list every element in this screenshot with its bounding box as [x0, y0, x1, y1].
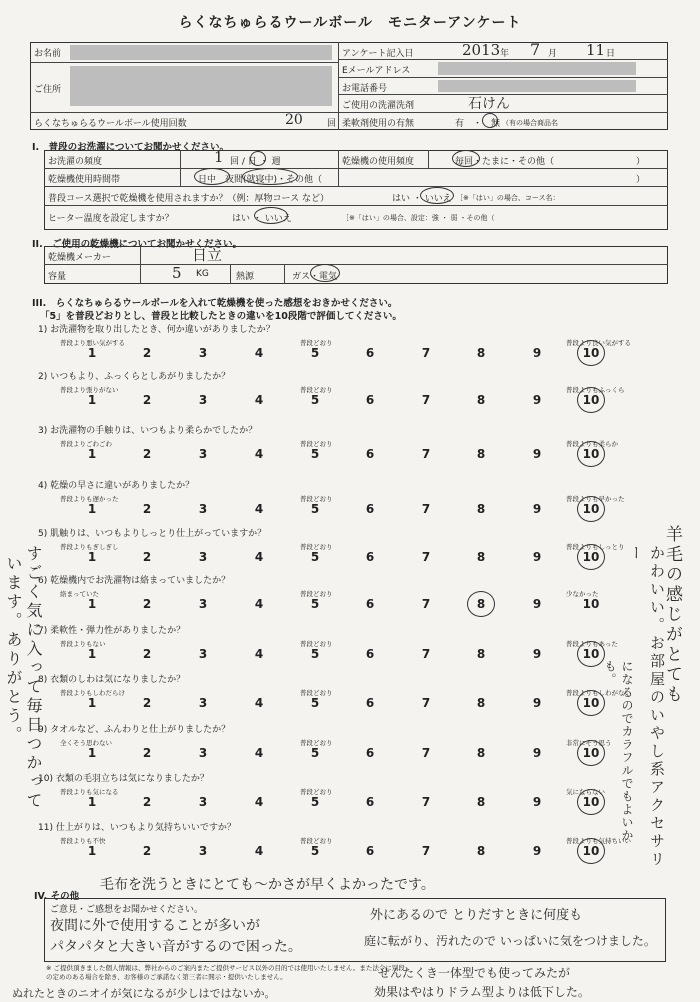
rating-option-4[interactable]: 4 [254, 647, 264, 661]
rating-option-10[interactable]: 10 [582, 597, 600, 611]
capacity-value: 5 [172, 264, 182, 282]
maker-value: 日立 [192, 246, 223, 264]
selected-rating-circle [577, 789, 605, 815]
question-text: 5) 肌触りは、いつもよりしっとり仕上がっていますか？ [38, 529, 267, 539]
rating-option-2[interactable]: 2 [142, 795, 152, 809]
rating-option-9[interactable]: 9 [532, 844, 542, 858]
freq-value: 1 [214, 148, 224, 166]
margin-note-right-1: 羊毛の感じがとても [662, 525, 682, 705]
scale-low-label: 普段よりごわごわ [60, 440, 112, 448]
rating-option-5[interactable]: 5 [310, 746, 320, 760]
rating-option-5[interactable]: 5 [310, 502, 320, 516]
scale-low-label: 絡まっていた [60, 590, 99, 598]
rating-option-1[interactable]: 1 [87, 597, 97, 611]
question-text: 1) お洗濯物を取り出したとき、何か違いがありましたか？ [38, 325, 275, 335]
rating-option-3[interactable]: 3 [198, 597, 208, 611]
comment-bottom-1: ぬれたときのニオイが気になるが少しはではないか。 [12, 987, 276, 1000]
rating-option-2[interactable]: 2 [142, 447, 152, 461]
date-day: 11 [586, 41, 606, 59]
scale-mid-label: 普段どおり [300, 837, 333, 845]
rating-option-6[interactable]: 6 [365, 795, 375, 809]
rating-option-9[interactable]: 9 [532, 597, 542, 611]
margin-note-left-1: すごく気に入って毎日つかって [24, 545, 43, 811]
rating-option-8[interactable]: 8 [476, 393, 486, 407]
use-count-label: らくなちゅらるウールボール使用回数 [34, 119, 187, 129]
course-note: ［※「はい」の場合、コース名： [456, 194, 560, 202]
rating-option-1[interactable]: 1 [87, 696, 97, 710]
scale-low-label: 普段よりもぎしぎし [60, 543, 119, 551]
softener-circle [482, 113, 498, 128]
rating-option-4[interactable]: 4 [254, 550, 264, 564]
section2-heading: II. ご使用の乾燥機についてお聞かせください。 [32, 239, 242, 250]
rating-option-2[interactable]: 2 [142, 746, 152, 760]
rating-option-2[interactable]: 2 [142, 696, 152, 710]
freq-options: 回 / 日 ・ 週 [230, 157, 281, 167]
email-redacted [438, 62, 636, 75]
margin-note-right-3: になるのでカラフルでもよいかも。 [603, 660, 634, 842]
scale-high-label: 非常にそう思う [566, 739, 612, 747]
phone-redacted [438, 80, 636, 92]
comment-right-1: 外にあるので とりだすときに何度も [370, 908, 583, 923]
rating-option-7[interactable]: 7 [421, 346, 431, 360]
scale-high-label: 普段よりもしっとり [566, 543, 625, 551]
question-text: 9) タオルなど、ふんわりと仕上がりましたか？ [38, 725, 231, 735]
rating-option-3[interactable]: 3 [198, 647, 208, 661]
scale-high-label: 普段よりも早かった [566, 495, 625, 503]
rating-option-9[interactable]: 9 [532, 346, 542, 360]
date-year: 2013 [462, 41, 501, 59]
rating-option-5[interactable]: 5 [310, 844, 320, 858]
rating-option-2[interactable]: 2 [142, 550, 152, 564]
selected-rating-circle [577, 387, 605, 413]
selected-rating-circle [577, 641, 605, 667]
header-divider [338, 42, 339, 130]
rating-option-1[interactable]: 1 [87, 502, 97, 516]
margin-note-right-2: かわいい。お部屋のいやし系アクセサリー [627, 545, 666, 869]
selected-rating-circle [467, 591, 495, 617]
rating-option-7[interactable]: 7 [421, 696, 431, 710]
comments-prompt: ご意見・ご感想をお聞かせください。 [50, 905, 204, 915]
rating-option-5[interactable]: 5 [310, 696, 320, 710]
rating-option-6[interactable]: 6 [365, 502, 375, 516]
heater-note: ［※「はい」の場合、設定：強 ・ 弱 ・その他（ [342, 214, 495, 222]
rating-option-2[interactable]: 2 [142, 502, 152, 516]
rating-option-9[interactable]: 9 [532, 746, 542, 760]
scale-low-label: 普段よりも遅かった [60, 495, 119, 503]
selected-rating-circle [577, 838, 605, 864]
rating-option-10[interactable]: 10 [582, 844, 600, 858]
scale-low-label: 全くそう思わない [60, 739, 112, 747]
rating-option-4[interactable]: 4 [254, 696, 264, 710]
comment-right-2: 庭に転がり、汚れたので いっぱいに気をつけました。 [364, 934, 656, 948]
scale-mid-label: 普段どおり [300, 495, 333, 503]
rating-option-10[interactable]: 10 [582, 346, 600, 360]
use-count-value: 20 [285, 112, 303, 128]
date-month-unit: 月 [548, 49, 558, 59]
rating-option-1[interactable]: 1 [87, 447, 97, 461]
rating-option-4[interactable]: 4 [254, 447, 264, 461]
rating-option-1[interactable]: 1 [87, 647, 97, 661]
rating-option-9[interactable]: 9 [532, 550, 542, 564]
rating-option-9[interactable]: 9 [532, 696, 542, 710]
rating-option-3[interactable]: 3 [198, 447, 208, 461]
dryer-freq-options: 毎回・たまに・その他（ [455, 157, 555, 167]
rating-option-6[interactable]: 6 [365, 746, 375, 760]
maker-label: 乾燥機メーカー [48, 253, 111, 263]
detergent-label: ご使用の洗濯洗剤 [342, 101, 415, 111]
rating-option-3[interactable]: 3 [198, 696, 208, 710]
rating-option-9[interactable]: 9 [532, 447, 542, 461]
scale-mid-label: 普段どおり [300, 339, 333, 347]
rating-option-3[interactable]: 3 [198, 795, 208, 809]
heat-circle [310, 264, 340, 282]
scale-mid-label: 普段どおり [300, 543, 333, 551]
rating-option-10[interactable]: 10 [582, 393, 600, 407]
rating-option-4[interactable]: 4 [254, 746, 264, 760]
comment-line-1: 毛布を洗うときにとても〜かさが早くよかったです。 [100, 877, 435, 893]
rating-option-1[interactable]: 1 [87, 844, 97, 858]
question-text: 10) 衣類の毛羽立ちは気になりましたか？ [38, 774, 209, 784]
question-text: 3) お洗濯物の手触りは、いつもより柔らかでしたか？ [38, 426, 258, 436]
rating-option-2[interactable]: 2 [142, 597, 152, 611]
selected-rating-circle [577, 496, 605, 522]
question-text: 7) 柔軟性・弾力性がありましたか？ [38, 626, 186, 636]
rating-option-5[interactable]: 5 [310, 447, 320, 461]
rating-option-6[interactable]: 6 [365, 346, 375, 360]
address-label: ご住所 [34, 85, 62, 95]
name-label: お名前 [34, 49, 62, 59]
scale-low-label: 普段よりも不快 [60, 837, 106, 845]
rating-option-9[interactable]: 9 [532, 393, 542, 407]
rating-option-7[interactable]: 7 [421, 795, 431, 809]
rating-option-3[interactable]: 3 [198, 393, 208, 407]
softener-options: 有 ・ 無 [455, 119, 501, 129]
rating-option-6[interactable]: 6 [365, 844, 375, 858]
scale-high-label: 普段よりもふっくら [566, 386, 625, 394]
rating-option-6[interactable]: 6 [365, 447, 375, 461]
comment-bottom-3: 効果はやはりドラム型よりは低下した。 [374, 985, 590, 999]
scale-high-label: 少なかった [566, 590, 599, 598]
scale-mid-label: 普段どおり [300, 590, 333, 598]
date-label: アンケート記入日 [342, 49, 414, 59]
rating-option-1[interactable]: 1 [87, 393, 97, 407]
date-year-unit: 年 [500, 49, 510, 59]
date-day-unit: 日 [606, 49, 616, 59]
scale-low-label: 普段より張りがない [60, 386, 119, 394]
date-month: 7 [530, 40, 541, 59]
softener-note: （有の場合商品名 [502, 119, 558, 127]
address-redacted [70, 66, 332, 106]
rating-option-3[interactable]: 3 [198, 844, 208, 858]
rating-option-5[interactable]: 5 [310, 550, 320, 564]
rating-option-8[interactable]: 8 [476, 550, 486, 564]
scale-mid-label: 普段どおり [300, 440, 333, 448]
rating-option-8[interactable]: 8 [476, 647, 486, 661]
scale-low-label: 普段よりもない [60, 640, 106, 648]
rating-option-6[interactable]: 6 [365, 393, 375, 407]
rating-option-1[interactable]: 1 [87, 795, 97, 809]
section1-heading: I. 普段のお洗濯についてお聞かせください。 [32, 142, 229, 153]
rating-option-5[interactable]: 5 [310, 346, 320, 360]
scale-mid-label: 普段どおり [300, 739, 333, 747]
selected-rating-circle [577, 740, 605, 766]
rating-option-9[interactable]: 9 [532, 795, 542, 809]
scale-mid-label: 普段どおり [300, 788, 333, 796]
rating-option-5[interactable]: 5 [310, 795, 320, 809]
rating-option-2[interactable]: 2 [142, 393, 152, 407]
rating-option-1[interactable]: 1 [87, 346, 97, 360]
capacity-unit: KG [196, 269, 209, 279]
rating-option-4[interactable]: 4 [254, 844, 264, 858]
rating-option-8[interactable]: 8 [476, 502, 486, 516]
heat-options: ガス・電気 [292, 272, 338, 282]
rating-option-6[interactable]: 6 [365, 597, 375, 611]
section4-heading: IV. その他 [34, 891, 80, 902]
heat-label: 熱源 [236, 272, 255, 282]
dryer-time-options: 日中 夜間(就寝中)・その他（ [198, 175, 323, 185]
rating-option-6[interactable]: 6 [365, 696, 375, 710]
question-text: 11) 仕上がりは、いつもより気持ちいいですか？ [38, 823, 236, 833]
name-redacted [70, 45, 332, 60]
course-circle [420, 187, 454, 204]
selected-rating-circle [577, 544, 605, 570]
scale-high-label: 普段より良い気がする [566, 339, 631, 347]
selected-rating-circle [577, 690, 605, 716]
section3-heading: III. らくなちゅらるウールボールを入れて乾燥機を使った感想をおきかせください。 [32, 298, 398, 309]
heater-options: はい ・ いいえ [232, 214, 292, 224]
rating-option-7[interactable]: 7 [421, 647, 431, 661]
scale-low-label: 普段より悪い気がする [60, 339, 125, 347]
rating-option-7[interactable]: 7 [421, 844, 431, 858]
dryer-time-label: 乾燥機使用時間帯 [48, 175, 121, 185]
heater-circle [254, 207, 288, 224]
dryer-time-circle [194, 168, 230, 185]
privacy-note: ※ ご提供頂きました個人情報は、弊社からのご案内またご提供サービス以外の目的では使用いたしません。また法令に別段の定めのある場合を除き、お客様のご承諾なく第三者に開示・提供いたしません。 [46, 964, 405, 981]
rating-option-7[interactable]: 7 [421, 550, 431, 564]
freq-circle [250, 151, 266, 166]
rating-option-7[interactable]: 7 [421, 502, 431, 516]
scale-mid-label: 普段どおり [300, 689, 333, 697]
rating-option-8[interactable]: 8 [476, 696, 486, 710]
page-title: らくなちゅらるウールボール モニターアンケート [178, 15, 522, 31]
section2-table [44, 246, 668, 284]
rating-option-2[interactable]: 2 [142, 346, 152, 360]
rating-option-9[interactable]: 9 [532, 647, 542, 661]
phone-label: お電話番号 [342, 84, 388, 94]
rating-option-10[interactable]: 10 [582, 647, 600, 661]
rating-option-10[interactable]: 10 [582, 447, 600, 461]
question-text: 4) 乾燥の早さに違いがありましたか？ [38, 481, 195, 491]
rating-option-3[interactable]: 3 [198, 502, 208, 516]
dryer-freq-label: 乾燥機の使用頻度 [342, 157, 415, 167]
rating-option-4[interactable]: 4 [254, 597, 264, 611]
rating-option-4[interactable]: 4 [254, 502, 264, 516]
heater-label: ヒーター温度を設定しますか？ [48, 214, 174, 224]
comment-line-3: パタパタと大きい音がするので困った。 [50, 939, 302, 955]
rating-option-4[interactable]: 4 [254, 393, 264, 407]
scale-low-label: 普段よりも気になる [60, 788, 119, 796]
scale-low-label: 普段よりもしわだらけ [60, 689, 125, 697]
rating-option-3[interactable]: 3 [198, 746, 208, 760]
margin-note-left-2: います。ありがとう。 [4, 555, 23, 745]
rating-option-10[interactable]: 10 [582, 795, 600, 809]
rating-option-7[interactable]: 7 [421, 746, 431, 760]
rating-option-7[interactable]: 7 [421, 597, 431, 611]
scale-high-label: 普段よりもあった [566, 640, 618, 648]
softener-label: 柔軟剤使用の有無 [342, 119, 415, 129]
comment-line-2: 夜間に外で使用することが多いが [50, 918, 260, 934]
scale-mid-label: 普段どおり [300, 386, 333, 394]
rating-option-6[interactable]: 6 [365, 550, 375, 564]
question-text: 6) 乾燥機内でお洗濯物は絡まっていましたか？ [38, 576, 231, 586]
section3-subheading: 「5」を普段どおりとし、普段と比較したときの違いを10段階で評価してください。 [40, 311, 402, 322]
course-options: はい ・ いいえ [392, 194, 452, 204]
scale-high-label: 普段よりも気持ちいい [566, 837, 631, 845]
rating-option-8[interactable]: 8 [476, 795, 486, 809]
scale-high-label: 気にならない [566, 788, 605, 796]
rating-option-8[interactable]: 8 [476, 746, 486, 760]
dryer-time-circle-2 [242, 168, 298, 185]
rating-option-3[interactable]: 3 [198, 346, 208, 360]
freq-label: お洗濯の頻度 [48, 157, 103, 167]
rating-option-1[interactable]: 1 [87, 550, 97, 564]
capacity-label: 容量 [48, 272, 67, 282]
course-label: 普段コース選択で乾燥機を使用されますか？（例：厚物コース など） [48, 194, 329, 204]
rating-option-8[interactable]: 8 [476, 447, 486, 461]
rating-option-4[interactable]: 4 [254, 346, 264, 360]
rating-option-7[interactable]: 7 [421, 393, 431, 407]
selected-rating-circle [577, 340, 605, 366]
rating-option-3[interactable]: 3 [198, 550, 208, 564]
rating-option-10[interactable]: 10 [582, 550, 600, 564]
question-text: 2) いつもより、ふっくらとしあがりましたか？ [38, 372, 231, 382]
question-text: 8) 衣類のしわは気になりましたか？ [38, 675, 186, 685]
selected-rating-circle [577, 441, 605, 467]
detergent-value: 石けん [468, 96, 510, 112]
scale-high-label: 普段よりも柔らか [566, 440, 618, 448]
rating-option-5[interactable]: 5 [310, 647, 320, 661]
scale-high-label: 普段よりもしわがない [566, 689, 631, 697]
rating-option-6[interactable]: 6 [365, 647, 375, 661]
rating-option-1[interactable]: 1 [87, 746, 97, 760]
rating-option-2[interactable]: 2 [142, 844, 152, 858]
rating-option-10[interactable]: 10 [582, 696, 600, 710]
comment-bottom-2: せんたくき一体型でも使ってみたが [378, 966, 571, 980]
rating-option-8[interactable]: 8 [476, 346, 486, 360]
rating-option-2[interactable]: 2 [142, 647, 152, 661]
rating-option-4[interactable]: 4 [254, 795, 264, 809]
scale-mid-label: 普段どおり [300, 640, 333, 648]
rating-option-5[interactable]: 5 [310, 393, 320, 407]
use-count-unit: 回 [327, 119, 337, 129]
rating-option-8[interactable]: 8 [476, 597, 486, 611]
rating-option-9[interactable]: 9 [532, 502, 542, 516]
dryer-freq-circle [452, 150, 480, 167]
email-label: Eメールアドレス [342, 66, 411, 76]
rating-option-10[interactable]: 10 [582, 746, 600, 760]
rating-option-8[interactable]: 8 [476, 844, 486, 858]
rating-option-10[interactable]: 10 [582, 502, 600, 516]
rating-option-5[interactable]: 5 [310, 597, 320, 611]
rating-option-7[interactable]: 7 [421, 447, 431, 461]
